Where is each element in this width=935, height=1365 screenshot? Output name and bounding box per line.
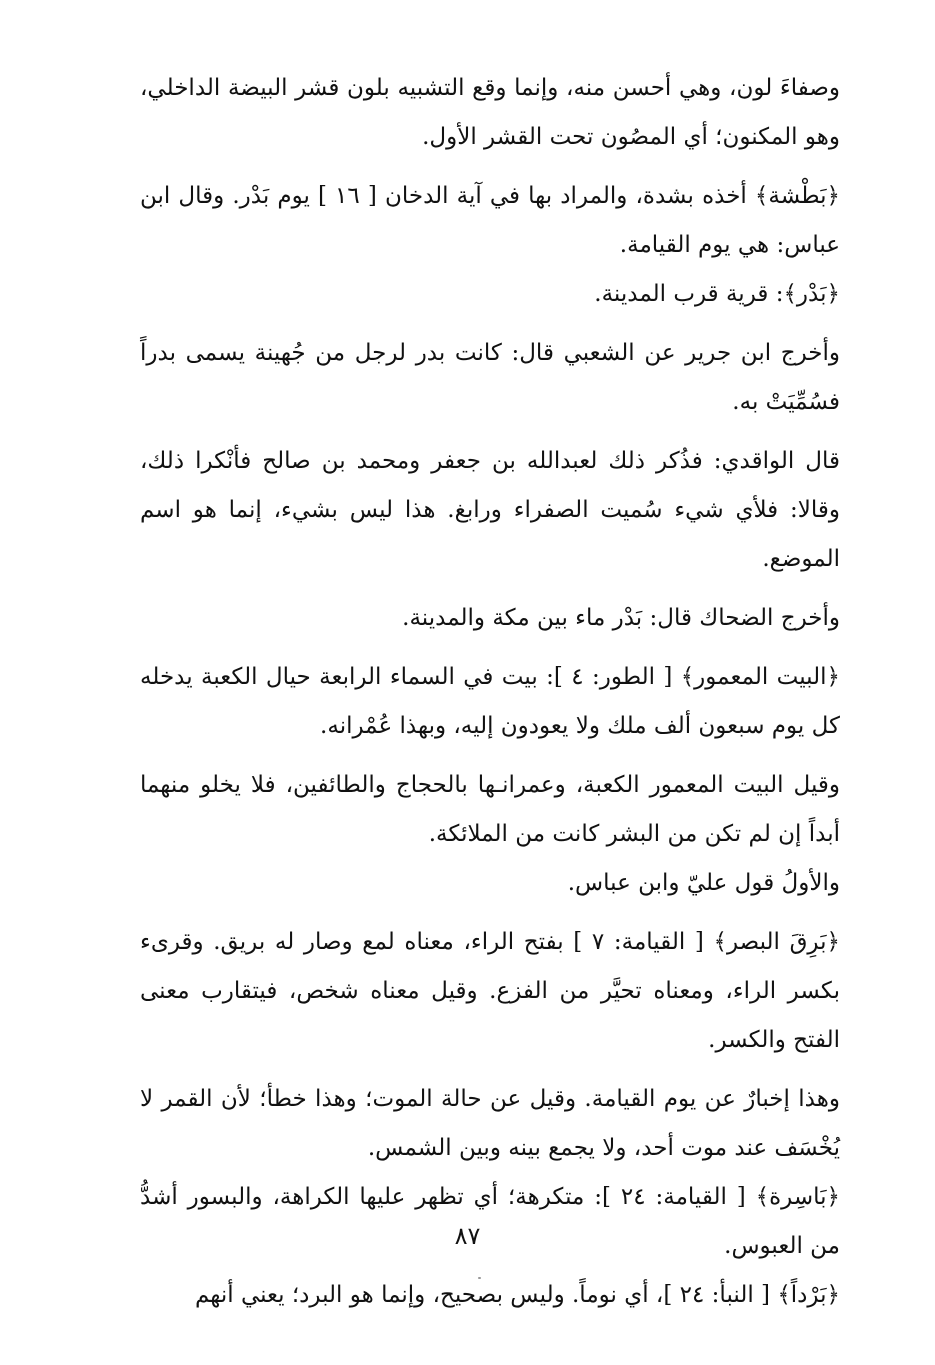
print-speck — [478, 1277, 481, 1279]
paragraph-1: وصفاءَ لون، وهي أحسن منه، وإنما وقع التشبيه بلون قشر البيضة الداخلي، وهو المكنون؛ أي المصُون تحت القشر الأول. — [140, 75, 840, 150]
paragraph-11: وهذا إخبارٌ عن يوم القيامة. وقيل عن حالة الموت؛ وهذا خطأ؛ لأن القمر لا يُخْسَف عند موت أحد، ولا يجمع بينه وبين الشمس. — [140, 1086, 840, 1161]
paragraph-13: ﴿بَرْداً﴾ [ النبأ: ٢٤ ]، أي نوماً. وليس بصحيح، وإنما هو البرد؛ يعني أنهم — [194, 1282, 840, 1308]
paragraph-6: وأخرج الضحاك قال: بَدْر ماء بين مكة والمدينة. — [402, 605, 840, 631]
paragraph-4: وأخرج ابن جرير عن الشعبي قال: كانت بدر لرجل من جُهينة يسمى بدراً فسُمِّيَتْ به. — [140, 340, 840, 415]
paragraph-3: ﴿بَدْر﴾: قرية قرب المدينة. — [594, 281, 840, 307]
paragraph-7: ﴿البيت المعمور﴾ [ الطور: ٤ ]: بيت في السماء الرابعة حيال الكعبة يدخله كل يوم سبعون ألف ملك ولا يعودون إليه، وبهذا عُمْرانه. — [140, 664, 840, 739]
page-number: ٨٧ — [454, 1222, 481, 1250]
paragraph-10: ﴿بَرِقَ البصر﴾ [ القيامة: ٧ ] بفتح الراء، معناه لمع وصار له بريق. وقرىء بكسر الراء، ومعناه تحيَّر من الفزع. وقيل معناه شخص، فيتقارب معنى الفتح والكسر. — [140, 929, 840, 1053]
paragraph-5: قال الواقدي: فذُكر ذلك لعبدالله بن جعفر ومحمد بن صالح فأنْكرا ذلك، وقالا: فلأي شيء سُميت الصفراء ورابغ. هذا ليس بشيء، إنما هو اسم الموضع. — [140, 448, 840, 572]
page-body-text — [140, 64, 840, 1320]
paragraph-2: ﴿بَطْشة﴾ أخذه بشدة، والمراد بها في آية الدخان [ ١٦ ] يوم بَدْر. وقال ابن عباس: هي يوم القيامة. — [140, 183, 840, 258]
paragraph-9: والأولُ قول عليّ وابن عباس. — [567, 870, 840, 896]
paragraph-8: وقيل البيت المعمور الكعبة، وعمرانـها بالحجاج والطائفين، فلا يخلو منهما أبداً إن لم تكن من البشر كانت من الملائكة. — [140, 772, 840, 847]
paragraph-12: ﴿بَاسِرة﴾ [ القيامة: ٢٤ ]: متكرهة؛ أي تظهر عليها الكراهة، والبسور أشدُّ من العبوس. — [140, 1184, 840, 1259]
